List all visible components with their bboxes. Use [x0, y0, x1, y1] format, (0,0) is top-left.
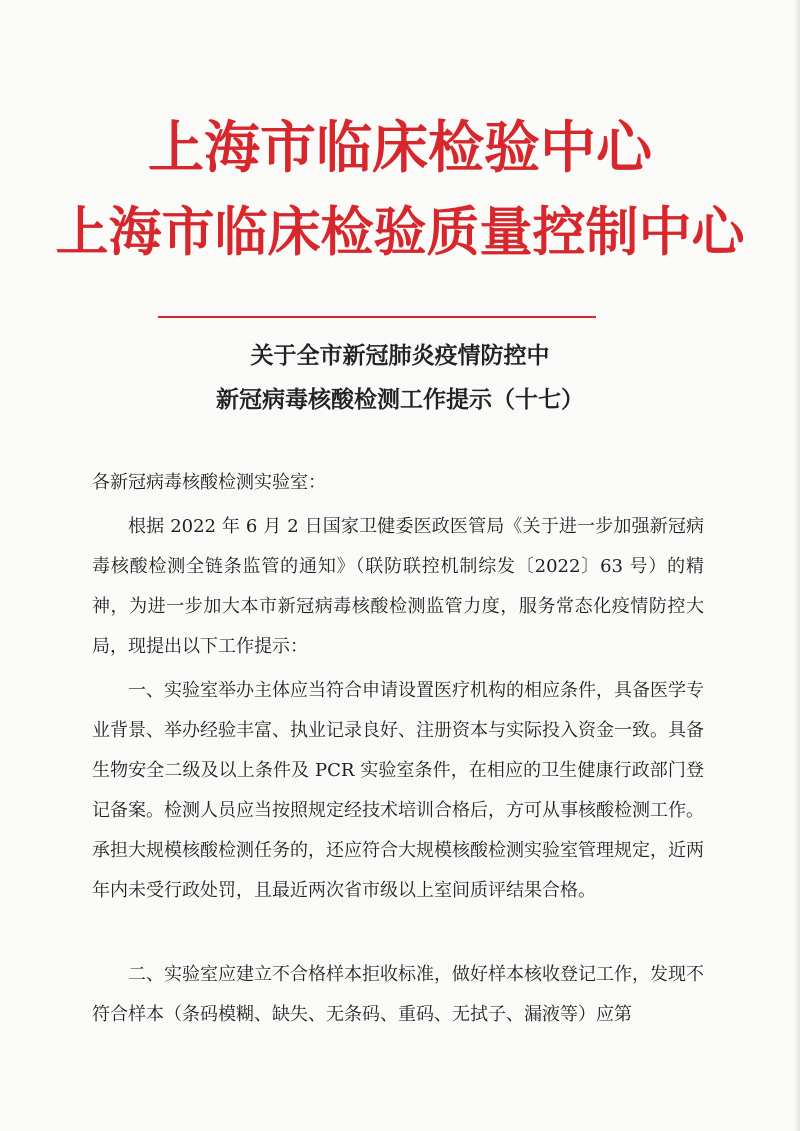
- paragraph-intro: 根据 2022 年 6 月 2 日国家卫健委医政医管局《关于进一步加强新冠病毒核酸检测全链条监管的通知》（联防联控机制综发〔2022〕63 号）的精神，为进一步加大本市新冠病毒核酸检测监管力度，服务常态化疫情防控大局，现提出以下工作提示：: [92, 516, 704, 657]
- paragraph-item-2: 二、实验室应建立不合格样本拒收标准，做好样本核收登记工作，发现不符合样本（条码模糊、缺失、无条码、重码、无拭子、漏液等）应第: [92, 964, 704, 1025]
- red-divider: [158, 316, 596, 318]
- document-title-line-2: 新冠病毒核酸检测工作提示（十七）: [216, 387, 584, 413]
- paragraph-item-1: 一、实验室举办主体应当符合申请设置医疗机构的相应条件，具备医学专业背景、举办经验丰富、执业记录良好、注册资本与实际投入资金一致。具备生物安全二级及以上条件及 PCR 实验室条件，在相应的卫生健康行政部门登记备案。检测人员应当按照规定经技术培训合格后，方可从事核酸检测工作。承担大规模核酸检测任务的，还应符合大规模核酸检测实验室管理规定，近两年内未受行政处罚，且最近两次省市级以上室间质评结果合格。: [92, 680, 704, 901]
- salutation: 各新冠病毒核酸检测实验室：: [92, 472, 326, 493]
- issuer-name-2: 上海市临床检验质量控制中心: [55, 201, 745, 263]
- document-title-line-1: 关于全市新冠肺炎疫情防控中: [250, 343, 550, 369]
- issuer-name-1: 上海市临床检验中心: [148, 115, 652, 181]
